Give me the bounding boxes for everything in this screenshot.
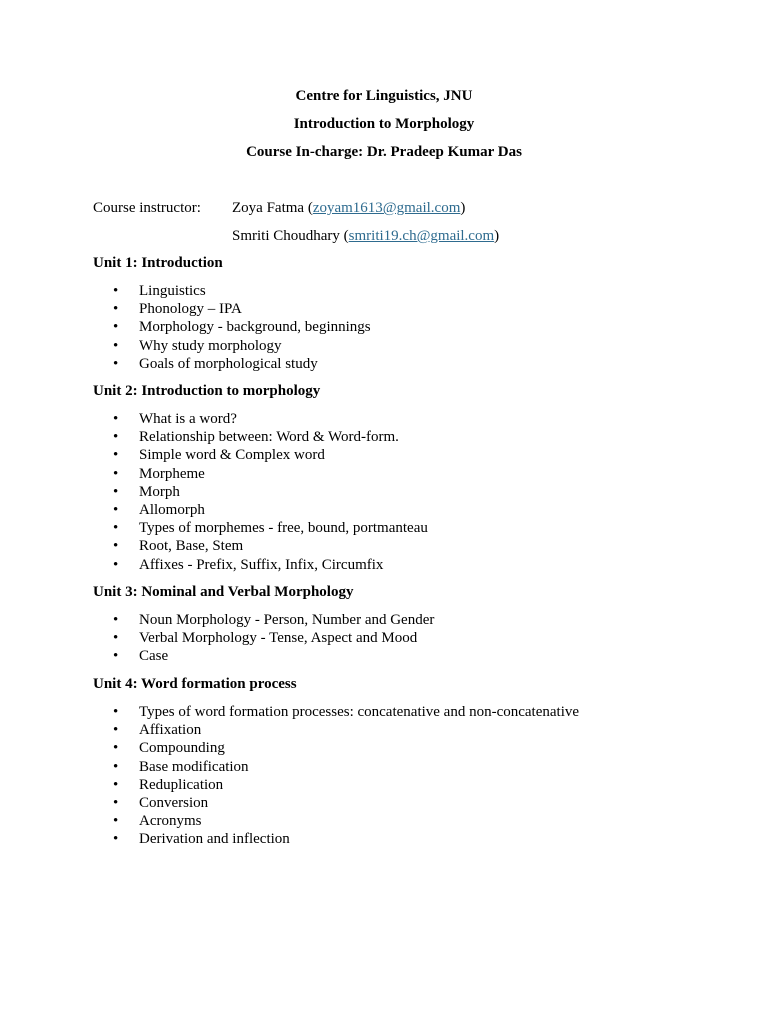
instructor-label: Course instructor: [93,200,201,216]
unit-3-list [93,611,434,666]
list-item: • Goals of morphological study [113,355,318,372]
bullet-icon: • [113,776,119,793]
list-item: • Phonology – IPA [113,301,242,318]
bullet-icon: • [113,483,119,500]
institution-heading: Centre for Linguistics, JNU [295,88,473,104]
instructor-name: Zoya Fatma [232,200,305,216]
bullet-icon: • [113,630,119,647]
list-item: • Morph [113,483,180,500]
unit-2-list [93,410,428,574]
list-item: • Simple word & Complex word [113,447,325,464]
bullet-icon: • [113,283,119,299]
list-item: • Morphology - background, beginnings [113,319,371,336]
bullet-icon: • [113,556,119,573]
instructor-entry: Zoya Fatma (zoyam1613@gmail.com) [232,200,466,216]
list-item: • Base modification [113,758,249,775]
list-item: • Noun Morphology - Person, Number and Gender [113,612,435,628]
instructor-entry: Smriti Choudhary (smriti19.ch@gmail.com) [232,228,500,244]
bullet-icon: • [113,319,119,336]
list-item: • Morpheme [113,465,205,482]
list-item: • Affixation [113,722,202,739]
bullet-icon: • [113,447,119,464]
list-item: • Why study morphology [113,337,282,354]
list-item: • Derivation and inflection [113,831,290,848]
list-item: • Case [113,648,169,665]
bullet-icon: • [113,429,119,446]
bullet-icon: • [113,538,119,555]
list-item: • Types of word formation processes: concatenative and non-concatenative [113,704,580,720]
bullet-icon: • [113,337,119,354]
unit-heading: Unit 3: Nominal and Verbal Morphology [93,584,354,600]
list-item: • Types of morphemes - free, bound, portmanteau [113,520,428,537]
bullet-icon: • [113,411,119,427]
bullet-icon: • [113,813,119,830]
list-item: • Acronyms [113,813,202,830]
list-item: • Affixes - Prefix, Suffix, Infix, Circumfix [113,556,384,573]
list-item: • Allomorph [113,502,205,519]
course-in-charge: Course In-charge: Dr. Pradeep Kumar Das [246,144,522,160]
instructor-name: Smriti Choudhary [232,228,340,244]
unit-heading: Unit 2: Introduction to morphology [93,383,321,399]
bullet-icon: • [113,758,119,775]
unit-1-list [93,282,371,373]
list-item: • Root, Base, Stem [113,538,244,555]
bullet-icon: • [113,355,119,372]
bullet-icon: • [113,831,119,848]
bullet-icon: • [113,704,119,720]
list-item: • Verbal Morphology - Tense, Aspect and Mood [113,630,418,647]
unit-4-list [93,703,579,849]
instructor-email-link[interactable]: zoyam1613@gmail.com [312,200,461,216]
list-item: • Compounding [113,740,225,757]
list-item: • What is a word? [113,411,237,427]
list-item: • Reduplication [113,776,224,793]
instructor-email-link[interactable]: smriti19.ch@gmail.com [348,228,495,244]
list-item: • Conversion [113,795,209,812]
list-item: • Relationship between: Word & Word-form. [113,429,399,446]
course-title: Introduction to Morphology [293,116,475,132]
bullet-icon: • [113,612,119,628]
unit-heading: Unit 4: Word formation process [93,676,297,692]
bullet-icon: • [113,301,119,318]
bullet-icon: • [113,795,119,812]
bullet-icon: • [113,520,119,537]
bullet-icon: • [113,502,119,519]
bullet-icon: • [113,740,119,757]
unit-heading: Unit 1: Introduction [93,255,223,271]
bullet-icon: • [113,465,119,482]
bullet-icon: • [113,722,119,739]
bullet-icon: • [113,648,119,665]
list-item: • Linguistics [113,283,206,299]
